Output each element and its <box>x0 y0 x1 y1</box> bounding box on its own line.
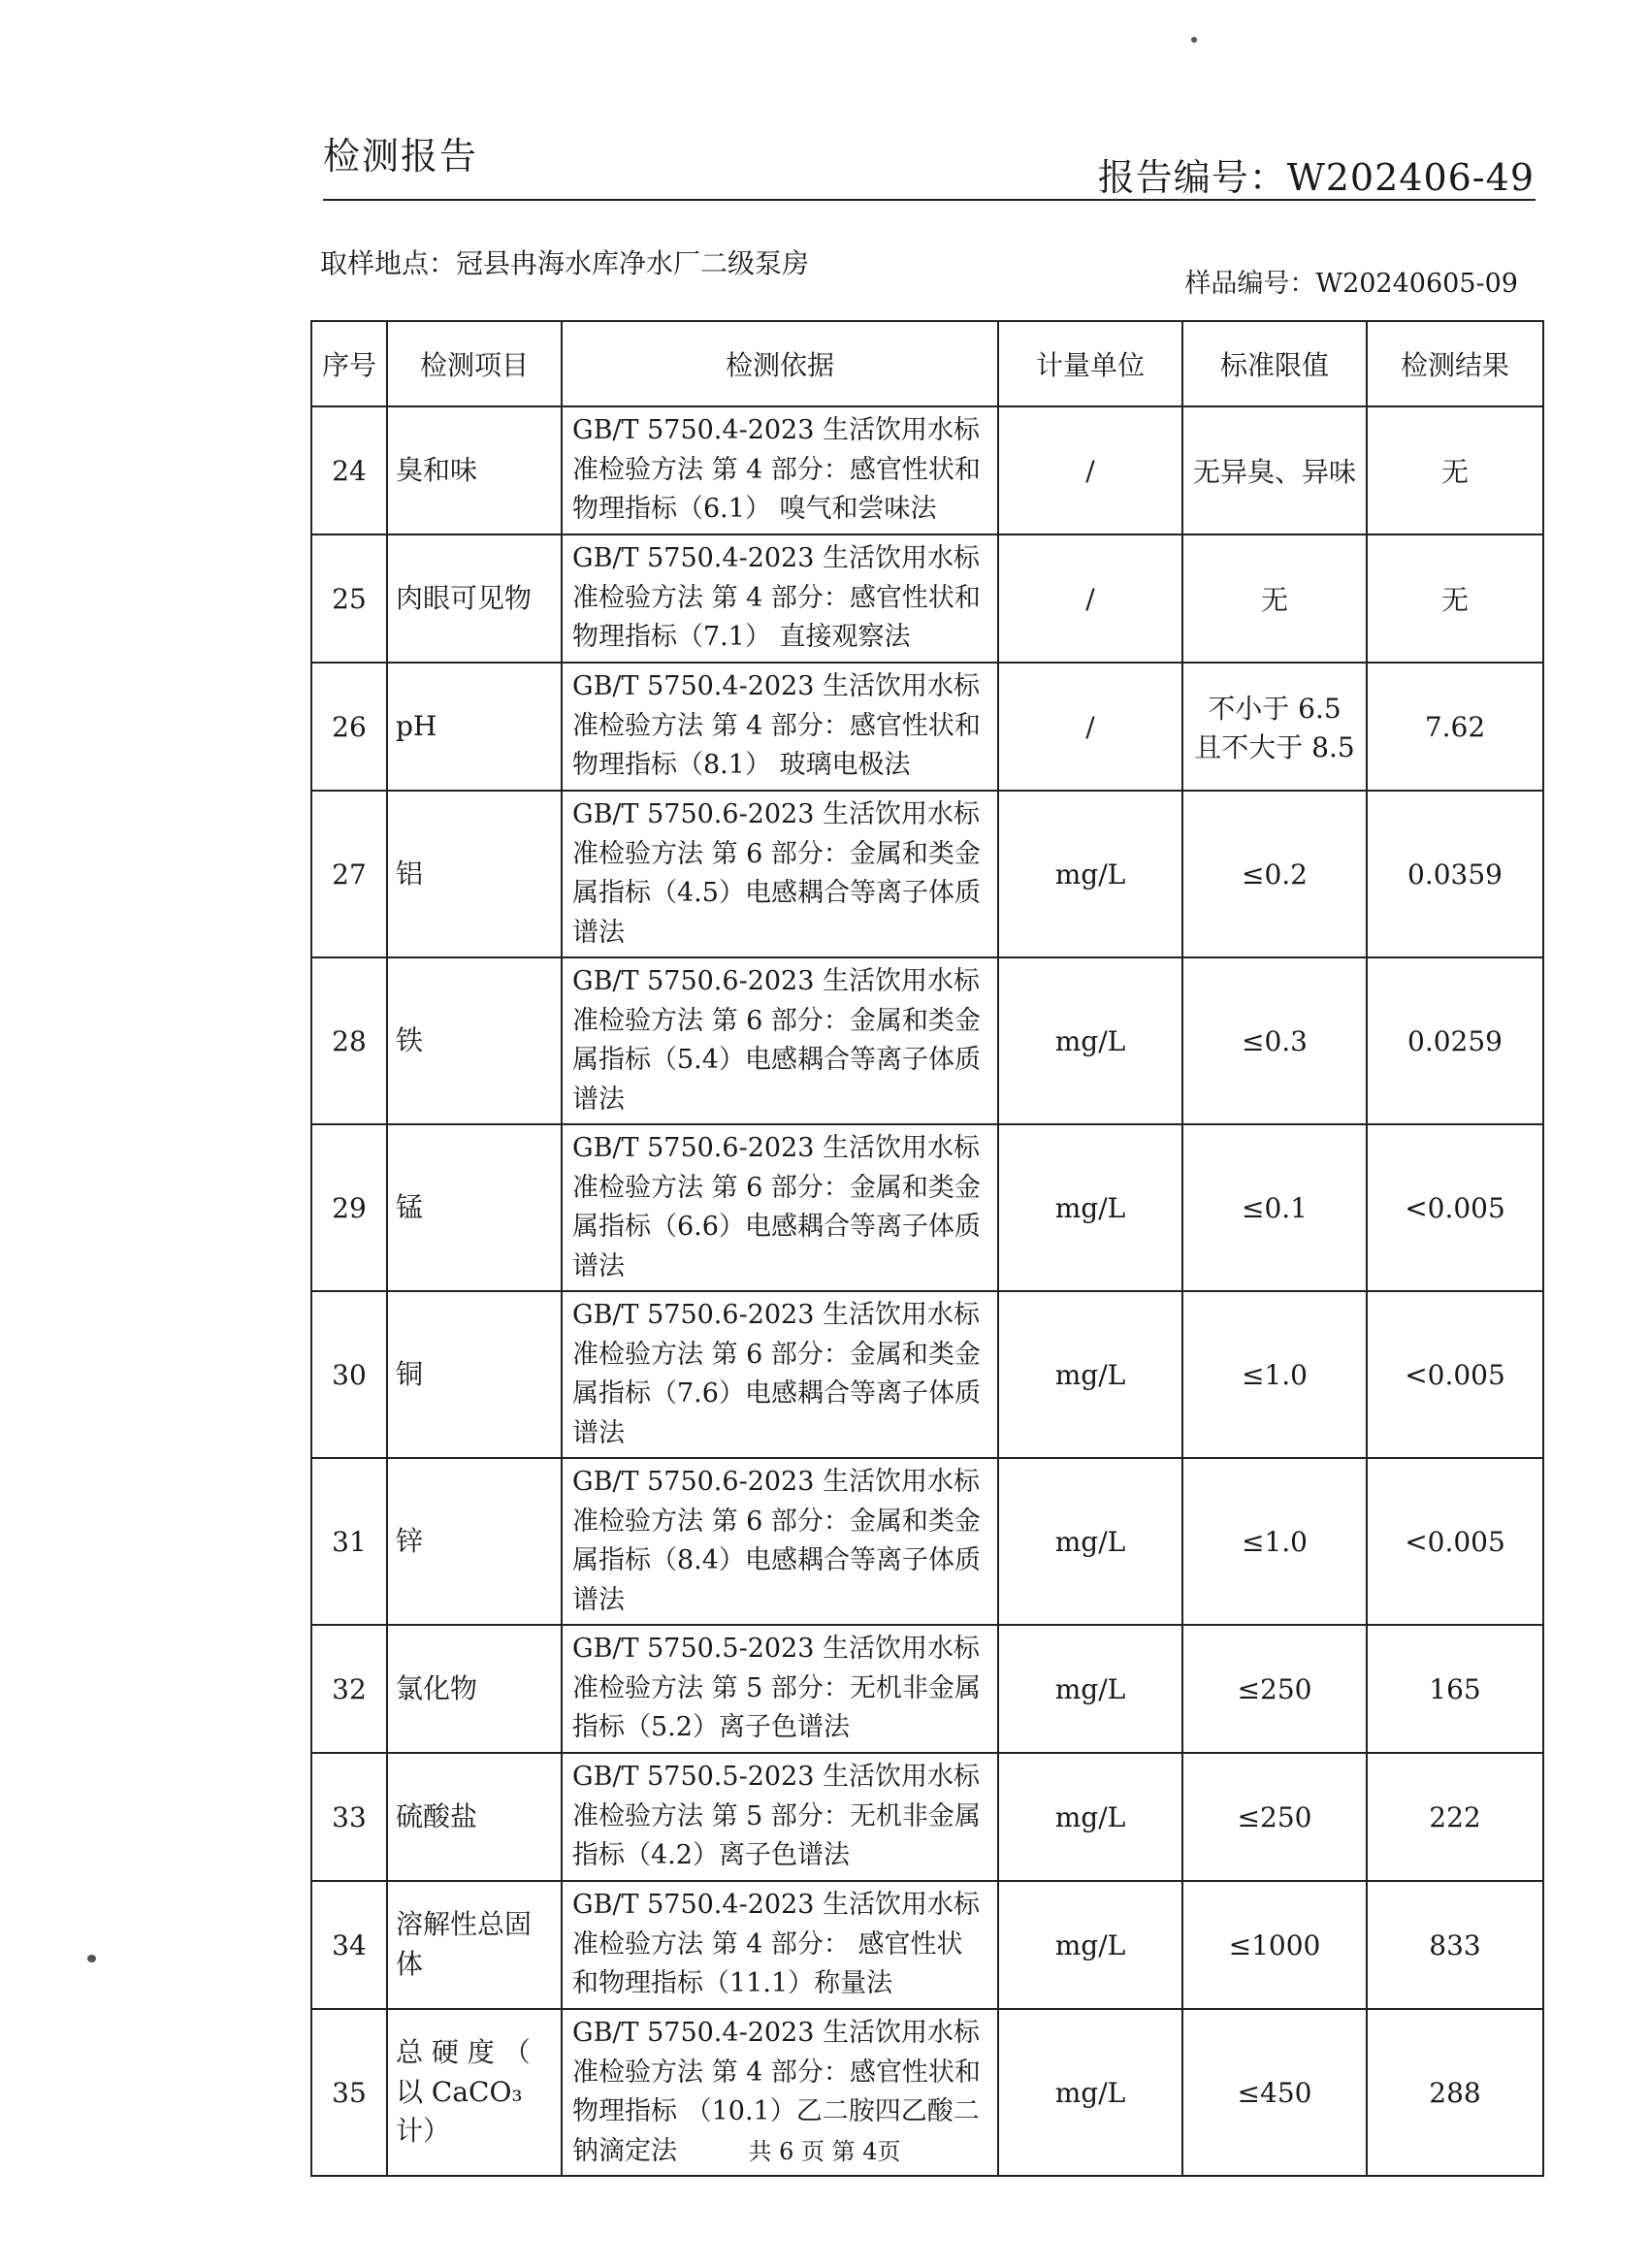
row-number: 34 <box>311 1881 387 2009</box>
row-number: 31 <box>311 1458 387 1625</box>
test-result: <0.005 <box>1367 1458 1543 1625</box>
column-header-method: 检测依据 <box>562 321 998 406</box>
table-row <box>311 535 1543 663</box>
test-item: 溶解性总固体 <box>387 1881 562 2009</box>
standard-limit: ≤450 <box>1182 2009 1367 2176</box>
table-row <box>311 957 1543 1124</box>
table-row <box>311 1124 1543 1291</box>
unit: mg/L <box>998 957 1182 1124</box>
test-method: GB/T 5750.5-2023 生活饮用水标准检验方法 第 5 部分：无机非金属指标（5.2）离子色谱法 <box>562 1625 998 1753</box>
test-item: 铜 <box>387 1291 562 1458</box>
test-method: GB/T 5750.4-2023 生活饮用水标准检验方法 第 4 部分：感官性状和物理指标（8.1） 玻璃电极法 <box>562 663 998 791</box>
test-result: 无 <box>1367 406 1543 535</box>
unit: mg/L <box>998 1124 1182 1291</box>
row-number: 29 <box>311 1124 387 1291</box>
unit: mg/L <box>998 1458 1182 1625</box>
standard-limit: ≤1000 <box>1182 1881 1367 2009</box>
unit: / <box>998 406 1182 535</box>
test-item: 臭和味 <box>387 406 562 535</box>
column-header-limit: 标准限值 <box>1182 321 1367 406</box>
table-header-row <box>311 321 1543 406</box>
table-row <box>311 1291 1543 1458</box>
test-result: <0.005 <box>1367 1124 1543 1291</box>
test-item: 总 硬 度 （ 以 CaCO₃ 计） <box>387 2009 562 2176</box>
standard-limit: ≤250 <box>1182 1753 1367 1881</box>
test-result: 0.0259 <box>1367 957 1543 1124</box>
row-number: 32 <box>311 1625 387 1753</box>
standard-limit: ≤250 <box>1182 1625 1367 1753</box>
test-result: 833 <box>1367 1881 1543 2009</box>
row-number: 24 <box>311 406 387 535</box>
standard-limit: 无异臭、异味 <box>1182 406 1367 535</box>
test-method: GB/T 5750.4-2023 生活饮用水标准检验方法 第 4 部分：感官性状和物理指标（6.1） 嗅气和尝味法 <box>562 406 998 535</box>
unit: mg/L <box>998 1291 1182 1458</box>
test-item: pH <box>387 663 562 791</box>
test-method: GB/T 5750.5-2023 生活饮用水标准检验方法 第 5 部分：无机非金属指标（4.2）离子色谱法 <box>562 1753 998 1881</box>
unit: mg/L <box>998 791 1182 957</box>
standard-limit: 无 <box>1182 535 1367 663</box>
test-method: GB/T 5750.4-2023 生活饮用水标准检验方法 第 4 部分：感官性状和物理指标 （10.1）乙二胺四乙酸二钠滴定法 <box>562 2009 998 2176</box>
table-row <box>311 1881 1543 2009</box>
test-item: 锰 <box>387 1124 562 1291</box>
column-header-item: 检测项目 <box>387 321 562 406</box>
row-number: 35 <box>311 2009 387 2176</box>
sample-number: 样品编号：W20240605-09 <box>1184 269 1518 299</box>
table-row <box>311 1625 1543 1753</box>
row-number: 25 <box>311 535 387 663</box>
standard-limit: ≤0.1 <box>1182 1124 1367 1291</box>
test-method: GB/T 5750.6-2023 生活饮用水标准检验方法 第 6 部分：金属和类金属指标（6.6）电感耦合等离子体质谱法 <box>562 1124 998 1291</box>
standard-limit: ≤1.0 <box>1182 1291 1367 1458</box>
standard-limit: ≤0.3 <box>1182 957 1367 1124</box>
standard-limit: ≤1.0 <box>1182 1458 1367 1625</box>
test-result: 165 <box>1367 1625 1543 1753</box>
unit: mg/L <box>998 1625 1182 1753</box>
row-number: 26 <box>311 663 387 791</box>
test-item: 氯化物 <box>387 1625 562 1753</box>
table-row <box>311 791 1543 957</box>
test-method: GB/T 5750.4-2023 生活饮用水标准检验方法 第 4 部分： 感官性状和物理指标（11.1）称量法 <box>562 1881 998 2009</box>
test-item: 铝 <box>387 791 562 957</box>
report-number: 报告编号：W202406-49 <box>1097 156 1535 199</box>
column-header-result: 检测结果 <box>1367 321 1543 406</box>
row-number: 30 <box>311 1291 387 1458</box>
unit: mg/L <box>998 2009 1182 2176</box>
test-result: 7.62 <box>1367 663 1543 791</box>
standard-limit: 不小于 6.5 且不大于 8.5 <box>1182 663 1367 791</box>
unit: mg/L <box>998 1753 1182 1881</box>
test-method: GB/T 5750.6-2023 生活饮用水标准检验方法 第 6 部分：金属和类金属指标（4.5）电感耦合等离子体质谱法 <box>562 791 998 957</box>
test-result: 0.0359 <box>1367 791 1543 957</box>
standard-limit: ≤0.2 <box>1182 791 1367 957</box>
test-result: 无 <box>1367 535 1543 663</box>
sampling-location: 取样地点：冠县冉海水库净水厂二级泵房 <box>320 247 810 279</box>
row-number: 28 <box>311 957 387 1124</box>
row-number: 33 <box>311 1753 387 1881</box>
scan-speck <box>87 1955 96 1962</box>
page-number: 共 6 页 第 4页 <box>748 2138 901 2165</box>
unit: / <box>998 663 1182 791</box>
table-row <box>311 1458 1543 1625</box>
column-header-seq: 序号 <box>311 321 387 406</box>
row-number: 27 <box>311 791 387 957</box>
table-row <box>311 406 1543 535</box>
test-method: GB/T 5750.6-2023 生活饮用水标准检验方法 第 6 部分：金属和类金属指标（7.6）电感耦合等离子体质谱法 <box>562 1291 998 1458</box>
scan-speck <box>1191 37 1197 43</box>
report-title: 检测报告 <box>323 135 479 178</box>
unit: / <box>998 535 1182 663</box>
results-table <box>310 320 1544 2177</box>
test-item: 肉眼可见物 <box>387 535 562 663</box>
header-divider <box>323 199 1536 201</box>
test-result: <0.005 <box>1367 1291 1543 1458</box>
test-item: 铁 <box>387 957 562 1124</box>
test-result: 288 <box>1367 2009 1543 2176</box>
test-method: GB/T 5750.6-2023 生活饮用水标准检验方法 第 6 部分：金属和类金属指标（8.4）电感耦合等离子体质谱法 <box>562 1458 998 1625</box>
test-item: 锌 <box>387 1458 562 1625</box>
test-item: 硫酸盐 <box>387 1753 562 1881</box>
unit: mg/L <box>998 1881 1182 2009</box>
test-method: GB/T 5750.4-2023 生活饮用水标准检验方法 第 4 部分：感官性状和物理指标（7.1） 直接观察法 <box>562 535 998 663</box>
test-method: GB/T 5750.6-2023 生活饮用水标准检验方法 第 6 部分：金属和类金属指标（5.4）电感耦合等离子体质谱法 <box>562 957 998 1124</box>
table-row <box>311 663 1543 791</box>
test-result: 222 <box>1367 1753 1543 1881</box>
column-header-unit: 计量单位 <box>998 321 1182 406</box>
table-row <box>311 1753 1543 1881</box>
